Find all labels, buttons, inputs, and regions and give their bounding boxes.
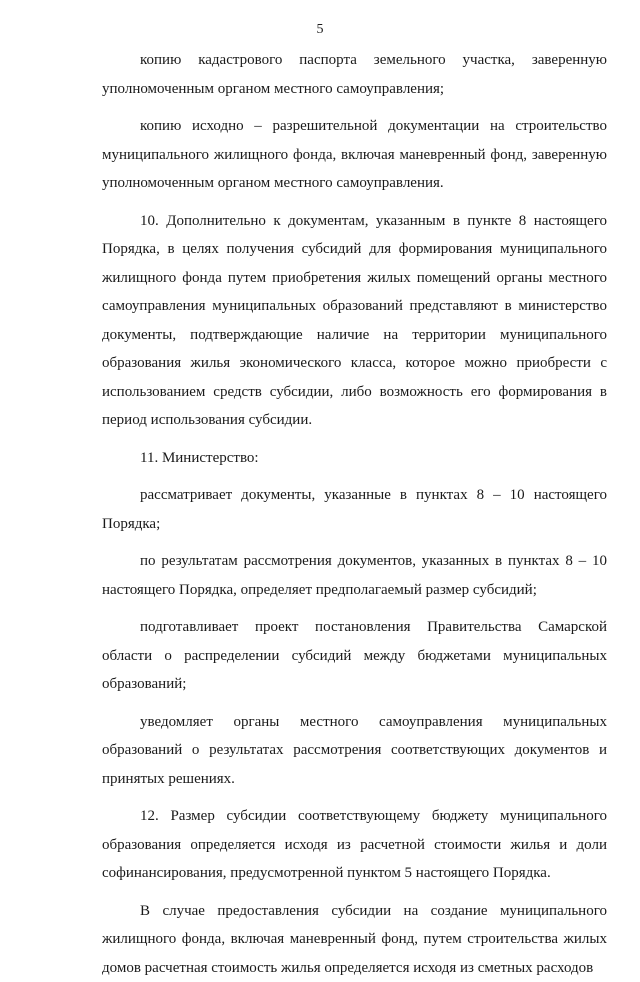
paragraph-notifies-authorities: уведомляет органы местного самоуправления муниципальных образований о результатах рассмотрения соответствующих документов и принятых решениях.	[102, 708, 607, 794]
paragraph-item-12: 12. Размер субсидии соответствующему бюджету муниципального образования определяется исходя из расчетной стоимости жилья и доли софинансирования, предусмотренной пунктом 5 настоящего Порядка.	[102, 802, 607, 888]
paragraph-permit-documentation: копию исходно – разрешительной документации на строительство муниципального жилищного фонда, включая маневренный фонд, заверенную уполномоченным органом местного самоуправления.	[102, 112, 607, 198]
paragraph-reviews-documents: рассматривает документы, указанные в пунктах 8 – 10 настоящего Порядка;	[102, 481, 607, 538]
paragraph-item-10: 10. Дополнительно к документам, указанным в пункте 8 настоящего Порядка, в целях получения субсидий для формирования муниципального жилищного фонда путем приобретения жилых помещений органы местного самоуправления муниципальных образований представляют в министерство документы, подтверждающие наличие на территории муниципального образования жилья экономического класса, которое можно приобрести с использованием средств субсидии, либо возможность его формирования в период использования субсидии.	[102, 207, 607, 435]
paragraph-determines-subsidy: по результатам рассмотрения документов, указанных в пунктах 8 – 10 настоящего Порядка, определяет предполагаемый размер субсидий;	[102, 547, 607, 604]
paragraph-cadastral-passport: копию кадастрового паспорта земельного участка, заверенную уполномоченным органом местного самоуправления;	[102, 46, 607, 103]
page-number: 5	[0, 22, 640, 38]
paragraph-construction-cost: В случае предоставления субсидии на создание муниципального жилищного фонда, включая маневренный фонд, путем строительства жилых домов расчетная стоимость жилья определяется исходя из сметных расходов	[102, 897, 607, 982]
paragraph-prepares-resolution: подготавливает проект постановления Правительства Самарской области о распределении субсидий между бюджетами муниципальных образований;	[102, 613, 607, 699]
paragraph-item-11-heading: 11. Министерство:	[102, 444, 607, 473]
document-body	[102, 46, 607, 982]
